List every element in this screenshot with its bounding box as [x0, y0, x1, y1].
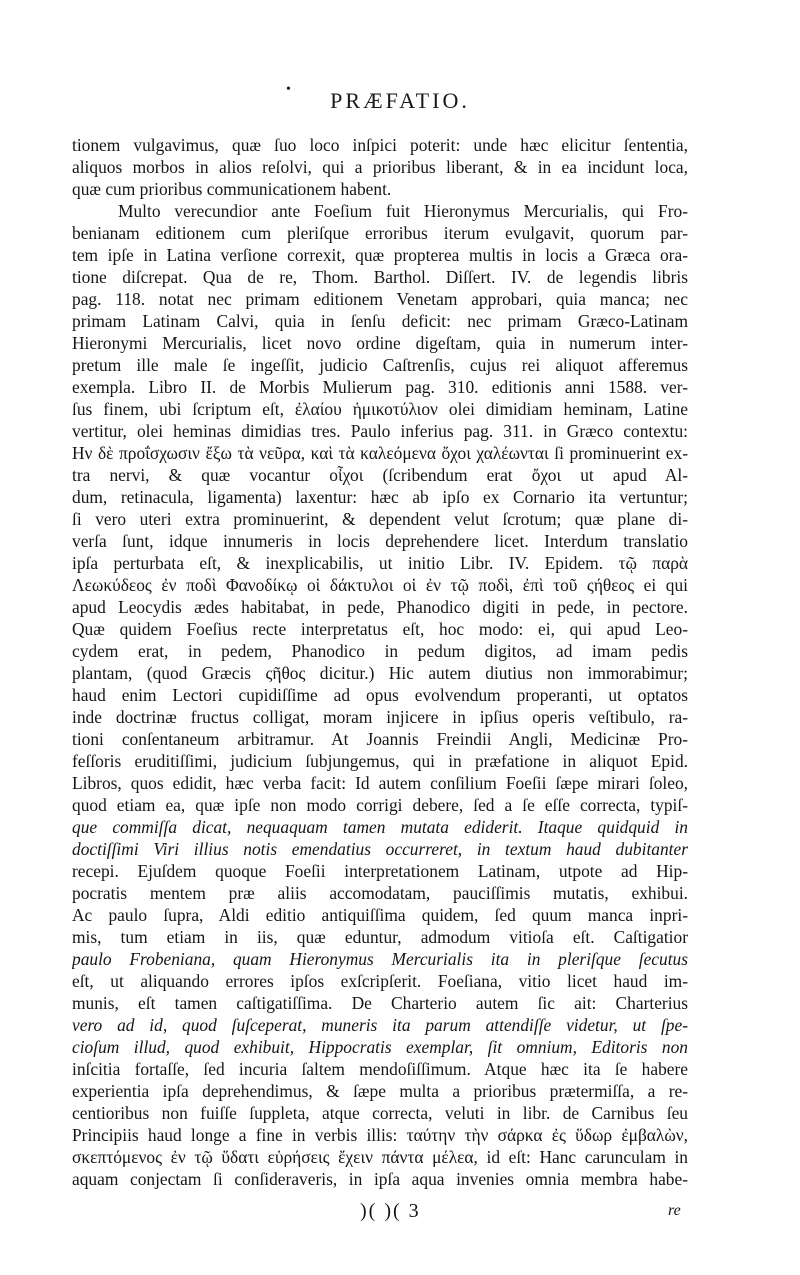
text-line: tra nervi, & quæ vocantur οἶχοι (ſcribendum erat ὄχοι ut apud Al- [72, 465, 688, 485]
catchword: re [668, 1202, 681, 1219]
text-line: centioribus non fuiſſe ſuppleta, atque correcta, veluti in libr. de Carnibus ſeu [72, 1103, 688, 1123]
text-line: cydem erat, in pedem, Phanodico in pedum digitos, ad imam pedis [72, 641, 688, 661]
text-line: tione diſcrepat. Qua de re, Thom. Barthol. Diſſert. IV. de legendis libris [72, 267, 688, 287]
text-line: eſt, ut aliquando errores ipſos exſcripſerit. Foeſiana, vitio licet haud im- [72, 971, 688, 991]
text-line: quod etiam ea, quæ ipſe non modo corrigi debere, ſed a ſe eſſe correcta, typiſ- [72, 795, 688, 815]
text-line: pocratis mentem præ aliis accomodatam, pauciſſimis mutatis, exhibui. [72, 883, 688, 903]
text-line: recepi. Ejuſdem quoque Foeſii interpretationem Latinam, utpote ad Hip- [72, 861, 688, 881]
text-line: que commiſſa dicat, nequaquam tamen mutata ediderit. Itaque quidquid in [72, 817, 688, 837]
text-line: haud enim Lectori cupidiſſime ad opus evolvendum properanti, ut optatos [72, 685, 688, 705]
text-line: munis, eſt tamen caſtigatiſſima. De Charterio autem ſic ait: Charterius [72, 993, 688, 1013]
text-line: dum, retinacula, ligamenta) laxentur: hæc ab ipſo ex Cornario ita vertuntur; [72, 487, 688, 507]
text-line: Λεωκύδεος ἐν ποδὶ Φανοδίκῳ οἱ δάκτυλοι οἱ ἐν τῷ ποδὶ, ἐπὶ τοῦ ςήθεος ei qui [72, 575, 688, 595]
text-line: pretum ille male ſe ingeſſit, judicio Caſtrenſis, cujus rei aliquot afferemus [72, 355, 688, 375]
text-line: tionem vulgavimus, quæ ſuo loco inſpici poterit: unde hæc elicitur ſententia, [72, 135, 688, 155]
text-line: ſi vero uteri extra prominuerint, & dependent velut ſcrotum; quæ plane di- [72, 509, 688, 529]
text-line: tioni conſentaneum arbitramur. At Joannis Freindii Angli, Medicinæ Pro- [72, 729, 688, 749]
text-line: inde doctrinæ fructus colligat, moram injicere in ipſius operis veſtibulo, ra- [72, 707, 688, 727]
text-line: exempla. Libro II. de Morbis Mulierum pag. 310. editionis anni 1588. ver- [72, 377, 688, 397]
text-line: benianam editionem cum pleriſque erroribus iterum evulgavit, quorum par- [72, 223, 688, 243]
text-line: inſcitia fortaſſe, ſed incuria ſaltem mendoſiſſimum. Atque hæc ita ſe habere [72, 1059, 688, 1079]
text-line: quæ cum prioribus communicationem habent. [72, 179, 392, 199]
text-line: plantam, (quod Græcis ςῆθος dicitur.) Hic autem diutius non immorabimur; [72, 663, 688, 683]
text-line: doctiſſimi Viri illius notis emendatius occurreret, in textum haud dubitanter [72, 839, 688, 859]
signature-mark: )( )( 3 [360, 1200, 421, 1222]
text-line: mis, tum etiam in iis, quæ eduntur, admodum vitioſa eſt. Caſtigatior [72, 927, 688, 947]
text-line: paulo Frobeniana, quam Hieronymus Mercurialis ita in pleriſque ſecutus [72, 949, 688, 969]
text-line: feſſoris eruditiſſimi, judicium ſubjungemus, qui in præfatione in aliquot Epid. [72, 751, 688, 771]
text-line: cioſum illud, quod exhibuit, Hippocratis exemplar, ſit omnium, Editoris non [72, 1037, 688, 1057]
text-line: Multo verecundior ante Foeſium fuit Hieronymus Mercurialis, qui Fro- [118, 201, 688, 221]
text-line: pag. 118. notat nec primam editionem Venetam approbari, quia manca; nec [72, 289, 688, 309]
text-line: vertitur, olei heminas dimidias tres. Paulo inferius pag. 311. in Græco contextu: [72, 421, 688, 441]
text-line: Quæ quidem Foeſius recte interpretatus eſt, hoc modo: ei, qui apud Leo- [72, 619, 688, 639]
running-head [0, 82, 800, 114]
text-line: Libros, quos edidit, hæc verba facit: Id autem conſilium Foeſii ſæpe mirari ſoleo, [72, 773, 688, 793]
text-line: primam Latinam Calvi, quia in ſenſu deficit: nec primam Græco-Latinam [72, 311, 688, 331]
text-line: Ac paulo ſupra, Aldi editio antiquiſſima quidem, ſed quum manca inpri- [72, 905, 688, 925]
running-head-mark: • [286, 82, 294, 97]
body-text [72, 134, 688, 1190]
text-line: aliquos morbos in alios reſolvi, qui a prioribus liberant, & in ea incidunt loca, [72, 157, 688, 177]
page-title: PRÆFATIO. [330, 88, 470, 113]
text-line: ſus finem, ubi ſcriptum eſt, ἐλαίου ἡμικοτύλιον olei dimidiam heminam, Latine [72, 399, 688, 419]
text-line: apud Leocydis ædes habitabat, in pede, Phanodico digiti in pede, in pectore. [72, 597, 688, 617]
text-line: tem ipſe in Latina verſione correxit, quæ propterea multis in locis a Græca ora- [72, 245, 688, 265]
text-line: vero ad id, quod ſuſceperat, muneris ita parum attendiſſe videtur, ut ſpe- [72, 1015, 688, 1035]
text-line: verſa ſunt, idque innumeris in locis deprehendere licet. Interdum translatio [72, 531, 688, 551]
text-line: σκεπτόμενος ἐν τῷ ὕδατι εὑρήσεις ἔχειν πάντα μέλεα, id eſt: Hanc carunculam in [72, 1147, 688, 1167]
text-line: Hieronymi Mercurialis, licet novo ordine digeſtam, quia in numerum inter- [72, 333, 688, 353]
text-line: experientia ipſa deprehendimus, & ſæpe multa a prioribus prætermiſſa, a re- [72, 1081, 688, 1101]
text-line: ipſa perturbata eſt, & inexplicabilis, ut initio Libr. IV. Epidem. τῷ παρὰ [72, 553, 688, 573]
text-line: Principiis haud longe a fine in verbis illis: ταύτην τὴν σάρκα ἐς ὕδωρ ἐμβαλὼν, [72, 1125, 688, 1145]
text-line: Ην δὲ προΐσχωσιν ἔξω τὰ νεῦρα, καὶ τὰ καλεόμενα ὄχοι χαλέωνται ſi prominuerint ex- [72, 443, 688, 463]
text-line: aquam conjectam ſi conſideraveris, in ipſa aqua invenies omnia membra habe- [72, 1169, 688, 1189]
